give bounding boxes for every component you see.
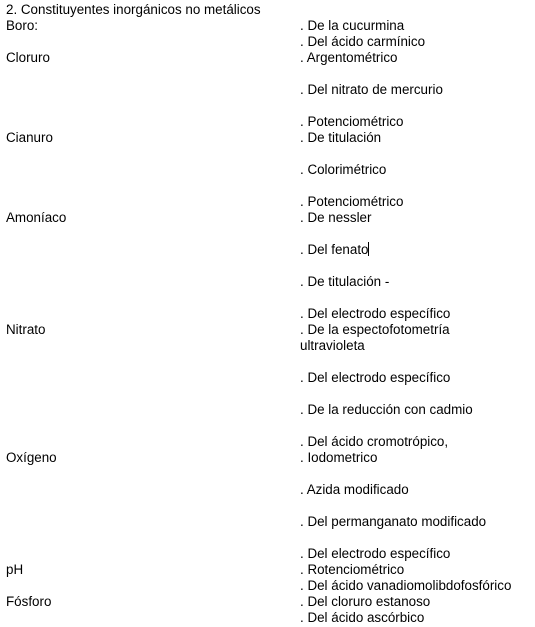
method-item: . Del ácido vanadiomolibdofosfórico: [300, 578, 512, 593]
label-ph: pH: [6, 562, 24, 577]
label-oxigeno: Oxígeno: [6, 450, 57, 465]
label-cianuro: Cianuro: [6, 130, 53, 145]
method-item: . De la reducción con cadmio: [300, 402, 473, 417]
method-item: . De la espectofotometría: [300, 322, 450, 337]
method-item: . Iodometrico: [300, 450, 378, 465]
method-item: . Argentométrico: [300, 50, 398, 65]
method-item: . Potenciométrico: [300, 114, 404, 129]
method-item: . Azida modificado: [300, 482, 409, 497]
section-heading: 2. Constituyentes inorgánicos no metálicos: [6, 2, 261, 17]
method-item: . Potenciométrico: [300, 194, 404, 209]
method-item: . Del ácido carmínico: [300, 34, 426, 49]
method-item: . Colorimétrico: [300, 162, 387, 177]
method-item: . Del permanganato modificado: [300, 514, 487, 529]
method-item: ultravioleta: [300, 338, 365, 353]
method-item: . Rotenciométrico: [300, 562, 405, 577]
method-item: . Del electrodo específico: [300, 546, 451, 561]
label-fosforo: Fósforo: [6, 594, 52, 609]
text-cursor: [368, 242, 369, 256]
method-item: . Del nitrato de mercurio: [300, 82, 443, 97]
method-item: . Del cloruro estanoso: [300, 594, 431, 609]
method-item: . De titulación -: [300, 274, 390, 289]
label-boro: Boro:: [6, 18, 39, 33]
label-nitrato: Nitrato: [6, 322, 46, 337]
label-amoniaco: Amoníaco: [6, 210, 67, 225]
label-cloruro: Cloruro: [6, 50, 50, 65]
method-item: . Del electrodo específico: [300, 370, 451, 385]
method-item: . Del ácido ascórbico: [300, 610, 425, 625]
method-item-with-cursor: [300, 242, 369, 258]
method-item: . Del ácido cromotrópico,: [300, 434, 449, 449]
method-item: . Del electrodo específico: [300, 306, 451, 321]
method-item: . Del fenato: [300, 242, 369, 257]
method-item: . De la cucurmina: [300, 18, 405, 33]
method-item: . De nessler: [300, 210, 372, 225]
method-item: . De titulación: [300, 130, 382, 145]
